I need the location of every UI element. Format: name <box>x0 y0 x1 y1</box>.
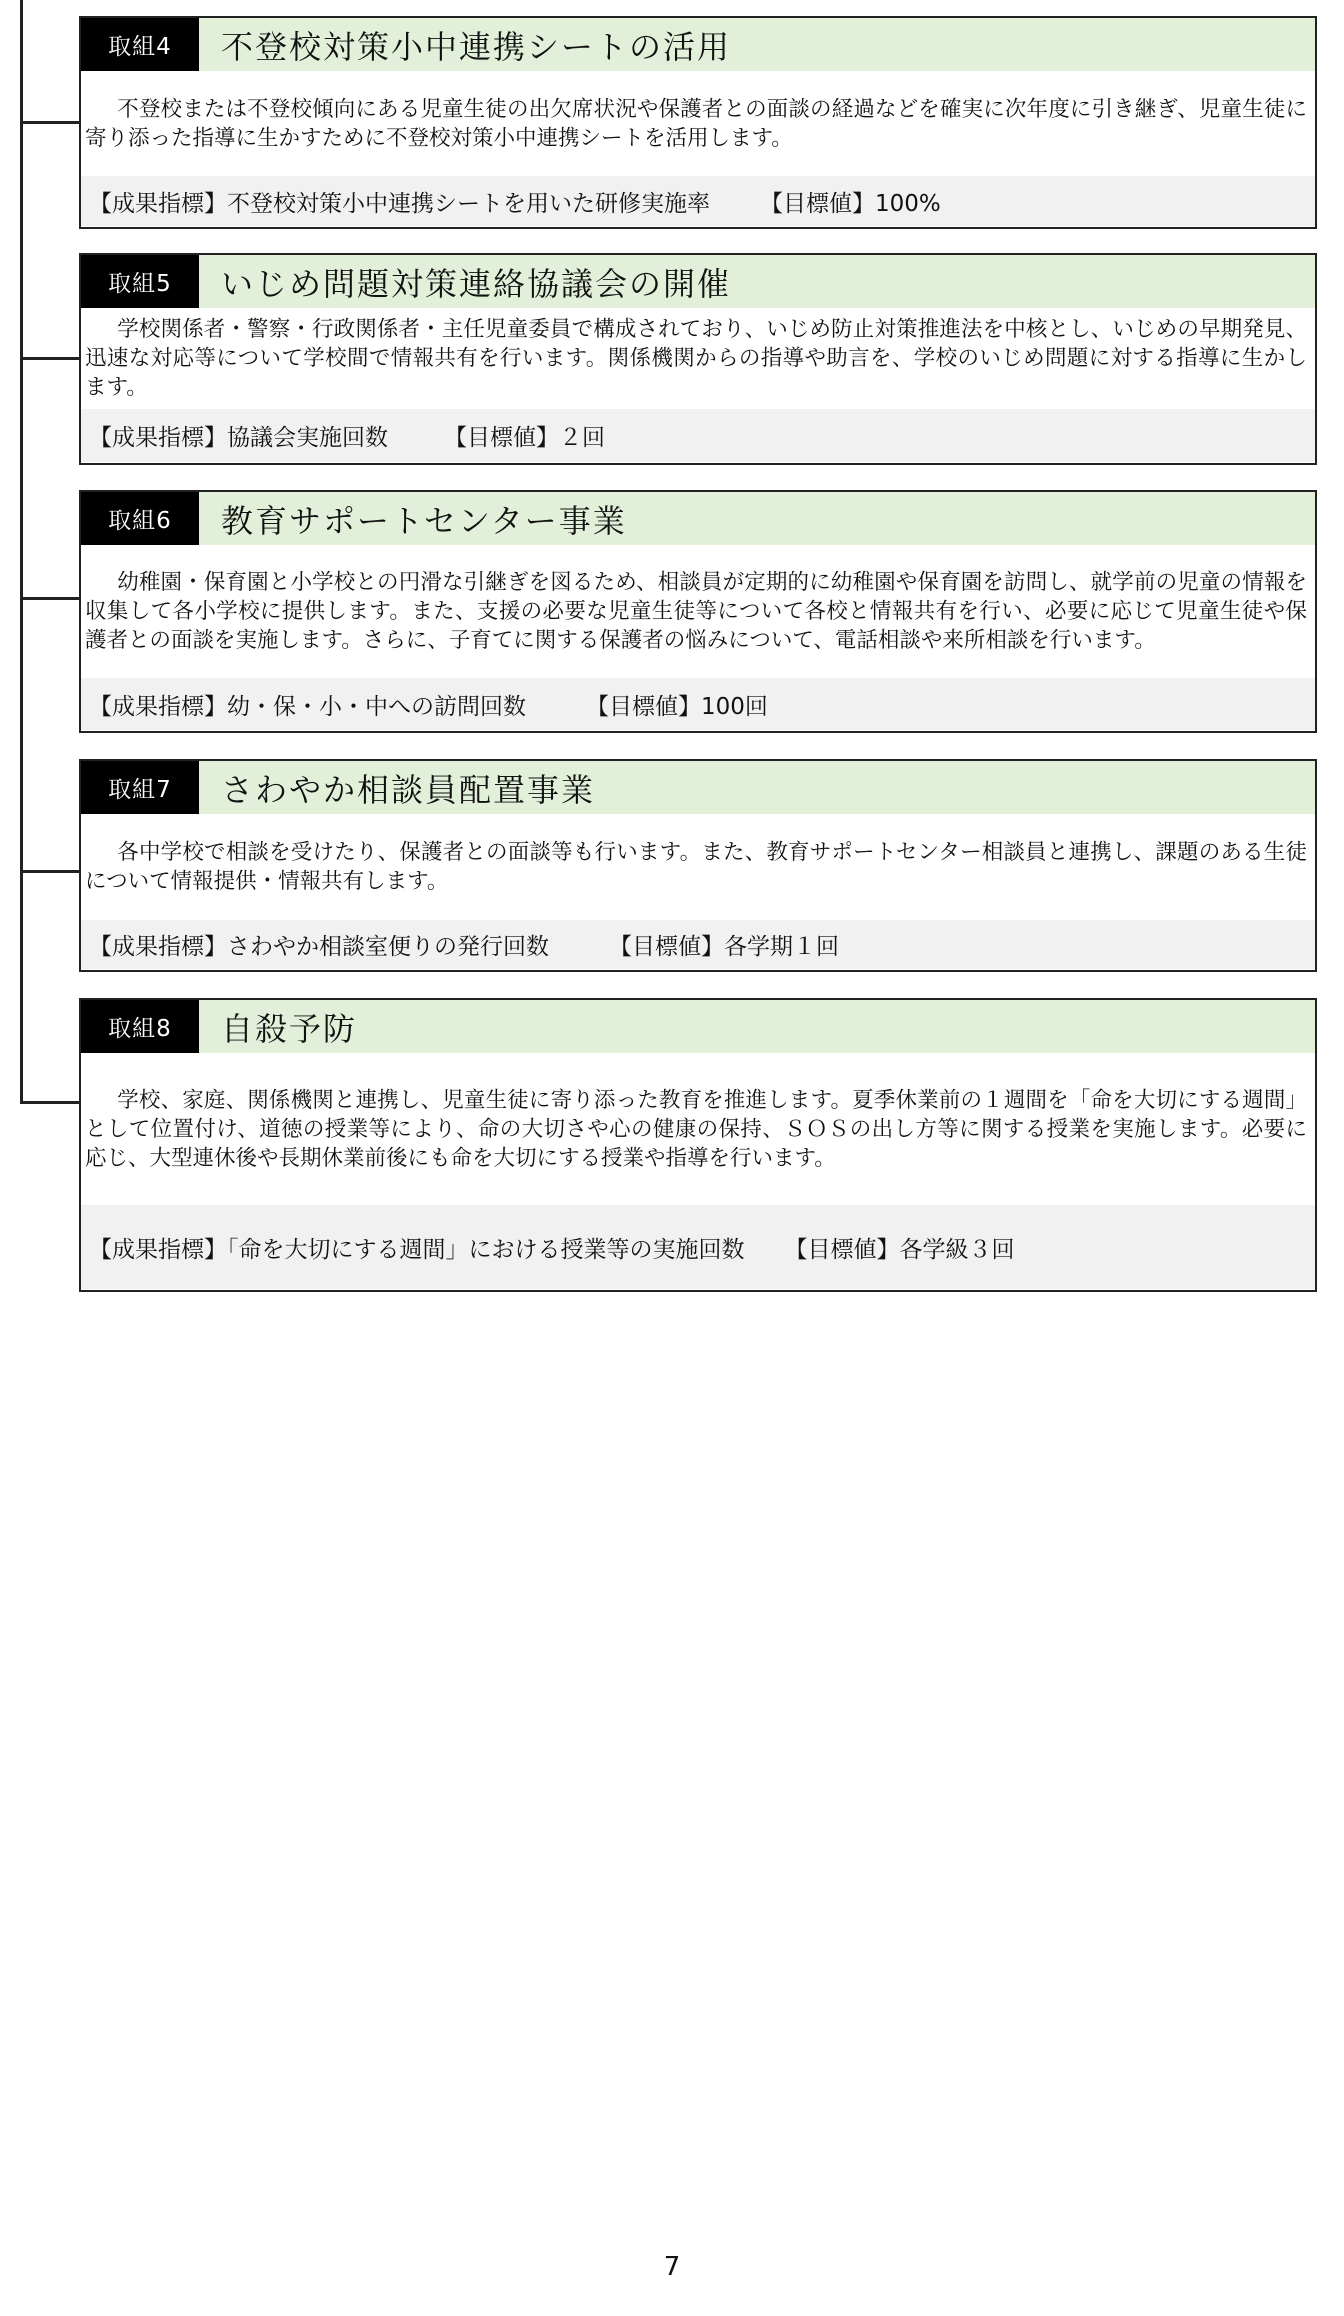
initiative-card-4 <box>79 16 1317 229</box>
description-text: 不登校または不登校傾向にある児童生徒の出欠席状況や保護者との面談の経過などを確実に次年度に引き継ぎ、児童生徒に寄り添った指導に生かすために不登校対策小中連携シートを活用します。 <box>85 96 1307 151</box>
outcome-indicator: 【成果指標】「命を大切にする週間」における授業等の実施回数 <box>89 1236 745 1263</box>
initiative-title: 自殺予防 <box>221 1009 358 1048</box>
outcome-indicator: 【成果指標】不登校対策小中連携シートを用いた研修実施率 <box>89 190 710 217</box>
initiative-description <box>81 814 1315 920</box>
card-header <box>81 18 1315 71</box>
initiative-badge: 取組7 <box>81 761 199 814</box>
target-value: 【目標値】各学期１回 <box>609 934 839 960</box>
page-number: 7 <box>663 2252 681 2282</box>
description-text: 各中学校で相談を受けたり、保護者との面談等も行います。また、教育サポートセンター相談員と連携し、課題のある生徒について情報提供・情報共有します。 <box>85 840 1307 894</box>
initiative-badge: 取組4 <box>81 18 199 71</box>
description-text: 幼稚園・保育園と小学校との円滑な引継ぎを図るため、相談員が定期的に幼稚園や保育園を訪問し、就学前の児童の情報を収集して各小学校に提供します。また、支援の必要な児童生徒等について各校と情報共有を行い、必要に応じて児童生徒や保護者との面談を実施します。さらに、子育てに関する保護者の悩みについて、電話相談や来所相談を行います。 <box>85 570 1307 653</box>
initiative-title: 不登校対策小中連携シートの活用 <box>221 27 732 66</box>
tree-branch-4 <box>20 121 80 124</box>
initiative-title: 教育サポートセンター事業 <box>221 501 627 540</box>
initiative-description <box>81 1053 1315 1205</box>
description-text: 学校関係者・警察・行政関係者・主任児童委員で構成されており、いじめ防止対策推進法を中核とし、いじめの早期発見、迅速な対応等について学校間で情報共有を行います。関係機関からの指導や助言を、学校のいじめ問題に対する指導に生かします。 <box>85 317 1307 400</box>
card-header <box>81 492 1315 545</box>
tree-branch-8 <box>20 1101 80 1104</box>
card-header <box>81 761 1315 814</box>
outcome-indicator-row <box>81 920 1315 969</box>
target-value: 【目標値】各学級３回 <box>784 1236 1015 1263</box>
initiative-description <box>81 71 1315 176</box>
tree-branch-5 <box>20 357 80 360</box>
initiative-badge: 取組5 <box>81 255 199 308</box>
target-value: 【目標値】100% <box>760 190 941 217</box>
initiative-description <box>81 308 1315 409</box>
card-header <box>81 255 1315 308</box>
initiative-title: いじめ問題対策連絡協議会の開催 <box>221 264 732 303</box>
initiative-badge: 取組6 <box>81 492 199 545</box>
target-value: 【目標値】100回 <box>586 693 768 720</box>
initiative-card-6 <box>79 490 1317 733</box>
initiative-card-7 <box>79 759 1317 972</box>
tree-vertical-line <box>20 0 23 1103</box>
target-value: 【目標値】２回 <box>444 425 605 451</box>
initiative-title: さわやか相談員配置事業 <box>221 770 596 809</box>
tree-branch-7 <box>20 870 80 873</box>
initiative-card-5 <box>79 253 1317 465</box>
outcome-indicator: 【成果指標】協議会実施回数 <box>89 425 388 451</box>
outcome-indicator: 【成果指標】幼・保・小・中への訪問回数 <box>89 693 526 720</box>
outcome-indicator: 【成果指標】さわやか相談室便りの発行回数 <box>89 934 549 960</box>
outcome-indicator-row <box>81 409 1315 462</box>
outcome-indicator-row <box>81 678 1315 730</box>
description-text: 学校、家庭、関係機関と連携し、児童生徒に寄り添った教育を推進します。夏季休業前の１週間を「命を大切にする週間」として位置付け、道徳の授業等により、命の大切さや心の健康の保持、ＳＯＳの出し方等に関する授業を実施します。必要に応じ、大型連休後や長期休業前後にも命を大切にする授業や指導を行います。 <box>85 1087 1307 1171</box>
outcome-indicator-row <box>81 1205 1315 1289</box>
initiative-description <box>81 545 1315 678</box>
tree-branch-6 <box>20 597 80 600</box>
outcome-indicator-row <box>81 176 1315 226</box>
initiative-card-8 <box>79 998 1317 1292</box>
initiative-badge: 取組8 <box>81 1000 199 1053</box>
card-header <box>81 1000 1315 1053</box>
